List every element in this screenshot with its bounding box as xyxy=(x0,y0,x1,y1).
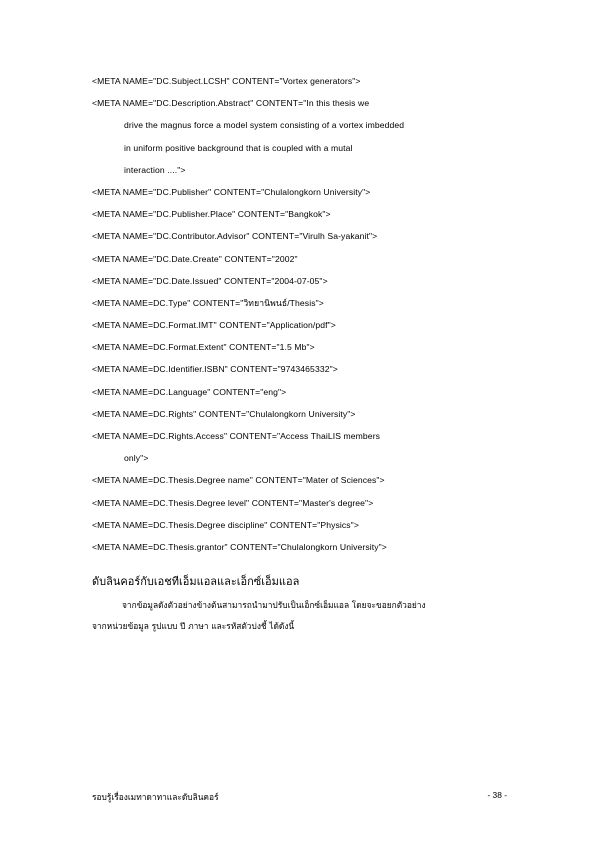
code-line: <META NAME="DC.Date.Create" CONTENT="2002" xyxy=(92,253,298,264)
paragraph-line-2: จากหน่วยข้อมูล รูปแบบ ปี ภาษา และรหัสตัวบ่งชี้ ได้ดังนี้ xyxy=(92,621,295,631)
code-line: <META NAME=DC.Thesis.Degree name" CONTENT="Mater of Sciences"> xyxy=(92,475,385,486)
code-line: interaction ...."> xyxy=(124,164,186,175)
code-line: <META NAME="DC.Date.Issued" CONTENT="2004-07-05"> xyxy=(92,275,328,286)
section-title: ดับลินคอร์กับเอชทีเอ็มแอลและเอ็กซ์เอ็มแอล xyxy=(92,575,300,588)
code-line: <META NAME=DC.Rights.Access" CONTENT="Access ThaiLIS members xyxy=(92,431,381,441)
code-line: <META NAME=DC.Format.IMT" CONTENT="Application/pdf"> xyxy=(92,320,336,331)
paragraph-line-1: จากข้อมูลดังตัวอย่างข้างต้นสามารถนำมาปรับเป็นเอ็กซ์เอ็มแอล โดยจะขอยกตัวอย่าง xyxy=(122,600,426,610)
code-line: <META NAME=DC.Type" CONTENT="วิทยานิพนธ์/Thesis"> xyxy=(92,297,324,308)
code-line: <META NAME=DC.Identifier.ISBN" CONTENT="9743465332"> xyxy=(92,364,338,375)
code-line: <META NAME=DC.Rights" CONTENT="Chulalongkorn University"> xyxy=(92,408,356,419)
code-line: <META NAME="DC.Publisher.Place" CONTENT="Bangkok"> xyxy=(92,209,331,220)
metadata-code-block xyxy=(92,70,572,558)
page-number: - 38 - xyxy=(487,790,507,800)
code-line: <META NAME=DC.Thesis.Degree discipline" CONTENT="Physics"> xyxy=(92,519,359,530)
code-line: <META NAME=DC.Thesis.grantor" CONTENT="Chulalongkorn University"> xyxy=(92,541,387,552)
code-line: <META NAME="DC.Subject.LCSH" CONTENT="Vortex generators"> xyxy=(92,76,361,86)
code-line: in uniform positive background that is coupled with a mutal xyxy=(124,142,353,153)
code-line: <META NAME=DC.Language" CONTENT="eng"> xyxy=(92,386,287,397)
code-line: <META NAME="DC.Publisher" CONTENT="Chulalongkorn University"> xyxy=(92,186,371,197)
body-paragraph xyxy=(92,595,512,637)
code-line: <META NAME="DC.Description.Abstract" CONTENT="In this thesis we xyxy=(92,98,370,109)
code-line: <META NAME="DC.Contributor.Advisor" CONTENT="Virulh Sa-yakanit"> xyxy=(92,231,378,242)
code-line: <META NAME=DC.Thesis.Degree level" CONTENT="Master's degree"> xyxy=(92,497,374,508)
code-line: only"> xyxy=(124,453,149,464)
code-line: <META NAME=DC.Format.Extent" CONTENT="1.5 Mb"> xyxy=(92,342,315,353)
footer-book-title: รอบรู้เรื่องเมทาดาทาและดับลินคอร์ xyxy=(92,792,219,802)
code-line: drive the magnus force a model system consisting of a vortex imbedded xyxy=(124,120,405,131)
